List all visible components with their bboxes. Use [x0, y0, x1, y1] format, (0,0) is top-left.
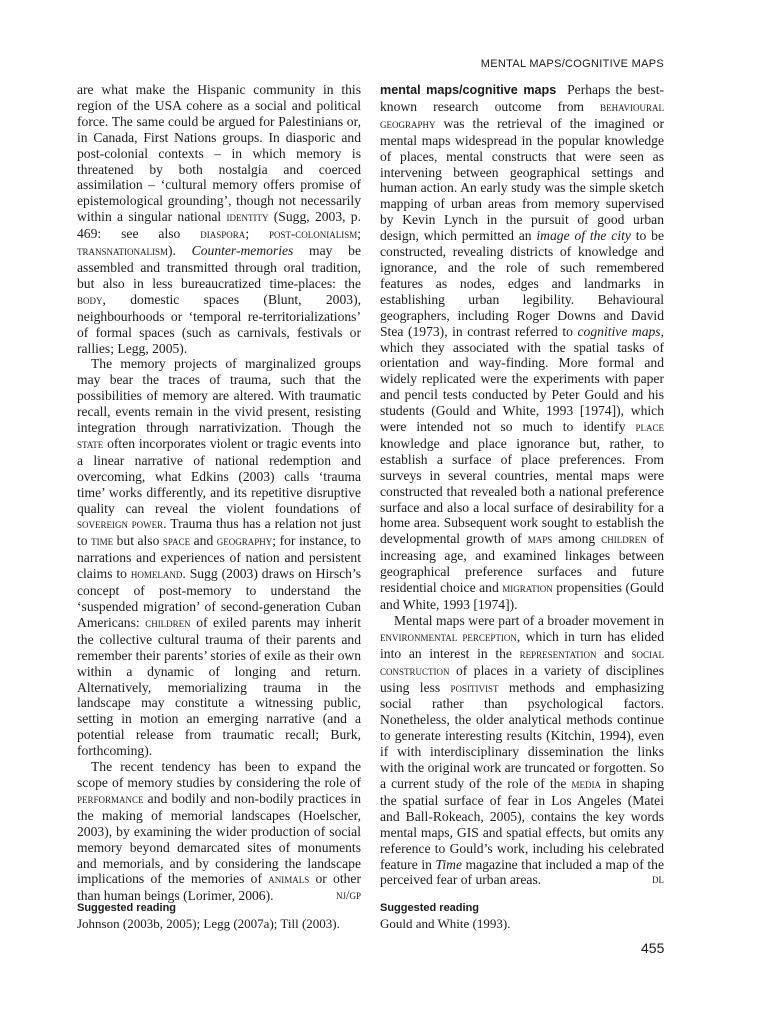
author-initials-left: nj/gp — [336, 888, 361, 903]
cross-reference: space — [162, 534, 191, 549]
suggested-reading-title: Suggested reading — [380, 902, 480, 914]
cross-reference: behavioural geography — [380, 99, 664, 131]
suggested-reading-right — [380, 902, 670, 932]
suggested-reading-text: Johnson (2003b, 2005); Legg (2007a); Till (2003). — [77, 916, 340, 931]
cross-reference: children — [601, 532, 647, 547]
right-column — [380, 82, 664, 888]
italic-term: Time — [435, 856, 462, 872]
cross-reference: children — [145, 615, 191, 630]
cross-reference: geography — [216, 534, 273, 549]
italic-term: Counter-memories — [191, 243, 294, 259]
italic-term: cognitive maps — [577, 323, 661, 339]
suggested-reading-title: Suggested reading — [77, 902, 177, 914]
entry-heading: mental maps/cognitive maps — [380, 83, 557, 97]
cross-reference: body — [77, 292, 103, 307]
cross-reference: migration — [502, 581, 553, 596]
right-paragraph-2: Mental maps were part of a broader movement in environmental perception, which in turn has elided into an interest in the representation and social construction of places in a variety of disciplines using less positivist methods and emphasizing social rather than psychological factors. Nonetheless, the older analytical methods continue to generate interesting results (Kitchin, 1994), even if with interdisciplinary dissemination the links with the original work are truncated or forgotten. So a current study of the role of the media in shaping the spatial surface of fear in Los Angeles (Matei and Ball-Rokeach, 2005), contains the key words mental maps, GIS and spatial effects, but omits any reference to Gould’s work, including his celebrated feature in Time magazine that included a map of the perceived fear of urban areas. dl — [380, 612, 665, 888]
cross-reference: state — [77, 436, 104, 451]
cross-reference: diaspora — [200, 227, 246, 242]
left-paragraph-3: The recent tendency has been to expand the scope of memory studies by considering the role of performance and bodily and non-bodily practices in the making of memorial landscapes (Hoelscher, 2003), by examining the wider production of social memory beyond demarcated sites of monuments and memorials, and by considering the landscape implications of the memories of animals or other than human beings (Lorimer, 2006). nj/gp — [77, 759, 361, 904]
left-paragraph-2: The memory projects of marginalized groups may bear the traces of trauma, such that the possibilities of memory are altered. With traumatic recall, events remain in the vivid present, resisting integration through narrativization. Though the state often incorporates violent or tragic events into a linear narrative of national redemption and overcoming, what Edkins (2003) calls ‘trauma time’ works differently, and its repetitive disruptive quality can reveal the violent foundations of sovereign power. Trauma thus has a relation not just to time but also space and geography; for instance, to narrations and experiences of nation and persistent claims to homeland. Sugg (2003) draws on Hirsch’s concept of post-memory to understand the ‘suspended migration’ of second-generation Cuban Americans: children of exiled parents may inherit the collective cultural trauma of their parents and remember their parents’ stories of exile as their own within a dynamic of longing and return. Alternatively, memorializing trauma in the landscape may constitute a witnessing public, setting in motion an emerging narrative (and a potential release from traumatic recall; Burk, forthcoming). — [77, 356, 362, 759]
cross-reference: environmental perception — [380, 629, 517, 644]
cross-reference: performance — [77, 791, 144, 806]
cross-reference: media — [571, 776, 601, 791]
suggested-reading-left — [77, 902, 367, 932]
cross-reference: post-colonialism — [269, 227, 358, 242]
cross-reference: maps — [527, 532, 553, 547]
page-number: 455 — [641, 940, 665, 956]
cross-reference: place — [635, 420, 664, 435]
running-header: MENTAL MAPS/COGNITIVE MAPS — [480, 58, 664, 70]
cross-reference: social construction — [380, 646, 664, 678]
right-paragraph-1: mental maps/cognitive maps Perhaps the best-known research outcome from behavioural geography was the retrieval of the imagined or mental maps widespread in the popular knowledge of places, mental constructs that were seen as intervening between geographical settings and human action. An early study was the simple sketch mapping of urban areas from memory supervised by Kevin Lynch in the pursuit of good urban design, which permitted an image of the city to be constructed, revealing districts of knowledge and ignorance, and the role of such remembered features as nodes, edges and landmarks in establishing urban legibility. Behavioural geographers, including Roger Downs and David Stea (1973), in contrast referred to cognitive maps, which they associated with the spatial tasks of orientation and way-finding. More formal and widely replicated were the experiments with paper and pencil tests conducted by Peter Gould and his students (Gould and White, 1993 [1974]), which were intended not so much to identify place knowledge and place ignorance but, rather, to establish a surface of place preferences. From surveys in several countries, mental maps were constructed that revealed both a national preference surface and also a local surface of desirability for a home area. Subsequent work sought to establish the developmental growth of maps among children of increasing age, and examined linkages between geographical preference surfaces and future residential choice and migration propensities (Gould and White, 1993 [1974]). — [380, 82, 665, 612]
cross-reference: time — [91, 534, 114, 549]
author-initials-right: dl — [652, 872, 664, 887]
cross-reference: animals — [268, 872, 310, 887]
left-column — [77, 82, 361, 904]
cross-reference: homeland — [130, 567, 183, 582]
cross-reference: identity — [226, 210, 269, 225]
left-paragraph-1: are what make the Hispanic community in this region of the USA cohere as a social and political force. The same could be argued for Palestinians or, in Canada, First Nations groups. In diasporic and post-colonial contexts – in which memory is threatened by both nostalgia and coerced assimilation – ‘cultural memory offers promise of epistemological grounding’, though not necessarily within a singular national identity (Sugg, 2003, p. 469: see also diaspora; post-colonialism; transnationalism). Counter-memories may be assembled and transmitted through oral tradition, but also in less bureaucratized time-places: the body, domestic spaces (Blunt, 2003), neighbourhoods or ‘temporal re-territorializations’ of formal spaces (such as carnivals, festivals or rallies; Legg, 2005). — [77, 82, 362, 356]
italic-term: image of the city — [536, 228, 631, 244]
cross-reference: positivist — [450, 680, 499, 695]
suggested-reading-text: Gould and White (1993). — [380, 916, 511, 931]
cross-reference: sovereign power — [77, 517, 164, 532]
cross-reference: representation — [519, 646, 597, 661]
cross-reference: transnationalism — [77, 244, 169, 259]
